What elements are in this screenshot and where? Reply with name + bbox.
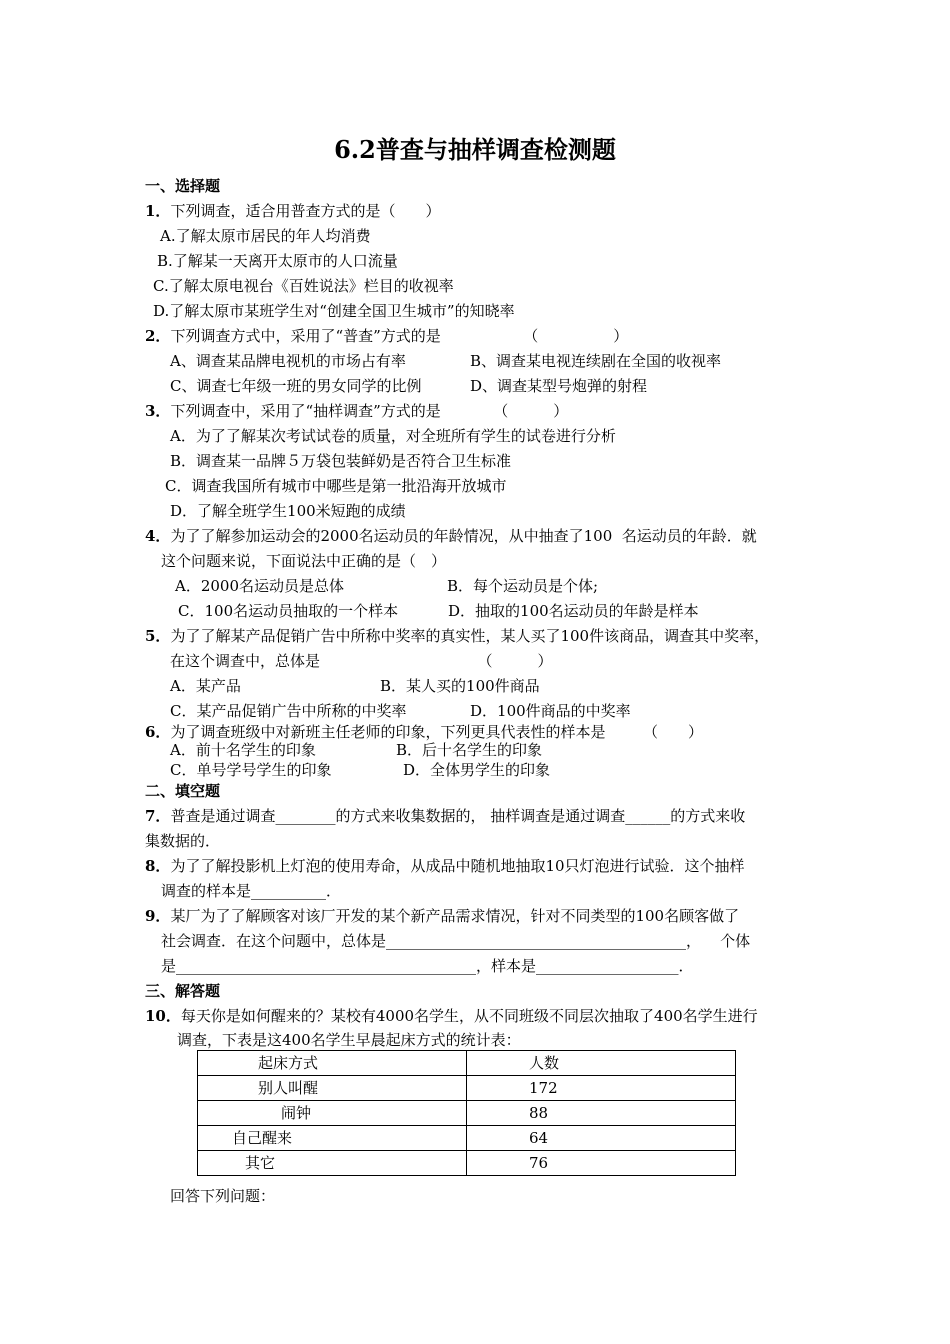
- question-number: 6．: [145, 723, 171, 741]
- option-c: C.了解太原电视台《百姓说法》栏目的收视率: [153, 277, 454, 295]
- question-10: [145, 1006, 758, 1026]
- section-heading-answer: 三、解答题: [145, 982, 221, 1000]
- question-7: [145, 806, 745, 826]
- question-number: 1．: [145, 202, 171, 220]
- option-b: B．每个运动员是个体;: [447, 577, 599, 595]
- question-stem-continued: 调查的样本是__________．: [161, 882, 342, 900]
- table-cell: 自己醒来: [198, 1126, 467, 1151]
- wakeup-stats-table: [197, 1050, 736, 1176]
- option-b: B．后十名学生的印象: [396, 741, 543, 759]
- option-a: A、调查某品牌电视机的市场占有率: [170, 352, 406, 370]
- table-row: [198, 1101, 736, 1126]
- option-b: B．调查某一品牌５万袋包装鲜奶是否符合卫生标准: [170, 452, 512, 470]
- option-d: D．全体男学生的印象: [403, 761, 551, 779]
- question-stem: 为了调查班级中对新班主任老师的印象，下列更具代表性的样本是 （ ）: [170, 723, 703, 741]
- option-a: A．2000名运动员是总体: [175, 577, 345, 595]
- question-2: [145, 326, 628, 346]
- option-c: C．单号学号学生的印象: [170, 761, 332, 779]
- question-8: [145, 856, 745, 876]
- option-d: D．100件商品的中奖率: [470, 702, 631, 720]
- table-cell: 其它: [198, 1151, 467, 1176]
- question-4: [145, 526, 757, 546]
- option-c: C、调查七年级一班的男女同学的比例: [170, 377, 422, 395]
- table-cell: 172: [467, 1076, 736, 1101]
- option-b: B.了解某一天离开太原市的人口流量: [157, 252, 398, 270]
- table-cell: 闹钟: [198, 1101, 467, 1126]
- option-c: C．100名运动员抽取的一个样本: [178, 602, 399, 620]
- question-1: [145, 201, 440, 221]
- question-number: 10．: [145, 1007, 181, 1025]
- table-row: [198, 1076, 736, 1101]
- option-c: C．调查我国所有城市中哪些是第一批沿海开放城市: [165, 477, 507, 495]
- question-5: [145, 626, 769, 646]
- question-number: 4．: [145, 527, 171, 545]
- option-b: B、调查某电视连续剧在全国的收视率: [470, 352, 722, 370]
- option-a: A.了解太原市居民的年人均消费: [160, 227, 371, 245]
- table-cell: 64: [467, 1126, 736, 1151]
- section-heading-fill: 二、填空题: [145, 782, 221, 800]
- option-d: D．了解全班学生100米短跑的成绩: [170, 502, 406, 520]
- question-stem-continued: 在这个调查中，总体是 （ ）: [170, 652, 553, 670]
- question-3: [145, 401, 568, 421]
- page-title: 6.2普查与抽样调查检测题: [334, 135, 616, 164]
- question-stem: 下列调查，适合用普查方式的是（ ）: [170, 202, 441, 220]
- question-6: [145, 722, 703, 742]
- question-stem-continued: 是________________________________________，样本是___________________．: [161, 957, 694, 975]
- question-number: 2．: [145, 327, 171, 345]
- table-cell: 别人叫醒: [198, 1076, 467, 1101]
- option-d: D、调查某型号炮弹的射程: [470, 377, 648, 395]
- option-d: D．抽取的100名运动员的年龄是样本: [448, 602, 699, 620]
- table-cell: 76: [467, 1151, 736, 1176]
- question-number: 7．: [145, 807, 171, 825]
- option-b: B．某人买的100件商品: [380, 677, 540, 695]
- table-header-cell: 人数: [467, 1051, 736, 1076]
- question-stem: 某厂为了了解顾客对该厂开发的某个新产品需求情况，针对不同类型的100名顾客做了: [170, 907, 740, 925]
- question-stem-continued: 集数据的．: [145, 832, 221, 850]
- question-stem: 为了了解某产品促销广告中所称中奖率的真实性，某人买了100件该商品，调查其中奖率，: [170, 627, 770, 645]
- question-number: 9．: [145, 907, 171, 925]
- option-a: A．为了了解某次考试试卷的质量，对全班所有学生的试卷进行分析: [170, 427, 616, 445]
- answer-prompt: 回答下列问题：: [170, 1187, 276, 1205]
- question-stem: 每天你是如何醒来的？某校有4000名学生，从不同班级不同层次抽取了400名学生进行: [180, 1007, 758, 1025]
- question-stem: 下列调查中，采用了“抽样调查”方式的是 （ ）: [170, 402, 569, 420]
- question-stem-continued: 这个问题来说，下面说法中正确的是（ ）: [161, 552, 447, 570]
- table-row: [198, 1126, 736, 1151]
- question-9: [145, 906, 739, 926]
- question-stem: 普查是通过调查________的方式来收集数据的， 抽样调查是通过调查______的方式来收: [170, 807, 746, 825]
- option-c: C．某产品促销广告中所称的中奖率: [170, 702, 407, 720]
- question-stem: 为了了解投影机上灯泡的使用寿命，从成品中随机地抽取10只灯泡进行试验．这个抽样: [170, 857, 745, 875]
- table-row: [198, 1151, 736, 1176]
- section-heading-choice: 一、选择题: [145, 177, 221, 195]
- question-number: 3．: [145, 402, 171, 420]
- option-d: D.了解太原市某班学生对“创建全国卫生城市”的知晓率: [153, 302, 515, 320]
- option-a: A．某产品: [170, 677, 241, 695]
- table-header-cell: 起床方式: [198, 1051, 467, 1076]
- question-stem: 下列调查方式中，采用了“普查”方式的是 （ ）: [170, 327, 629, 345]
- table-header-row: [198, 1051, 736, 1076]
- question-number: 5．: [145, 627, 171, 645]
- question-stem-continued: 社会调查．在这个问题中，总体是________________________________________， 个体: [161, 932, 751, 950]
- option-a: A．前十名学生的印象: [170, 741, 316, 759]
- question-number: 8．: [145, 857, 171, 875]
- table-cell: 88: [467, 1101, 736, 1126]
- question-stem: 为了了解参加运动会的2000名运动员的年龄情况，从中抽查了100 名运动员的年龄．就: [170, 527, 757, 545]
- question-stem-continued: 调查，下表是这400名学生早晨起床方式的统计表：: [177, 1031, 521, 1049]
